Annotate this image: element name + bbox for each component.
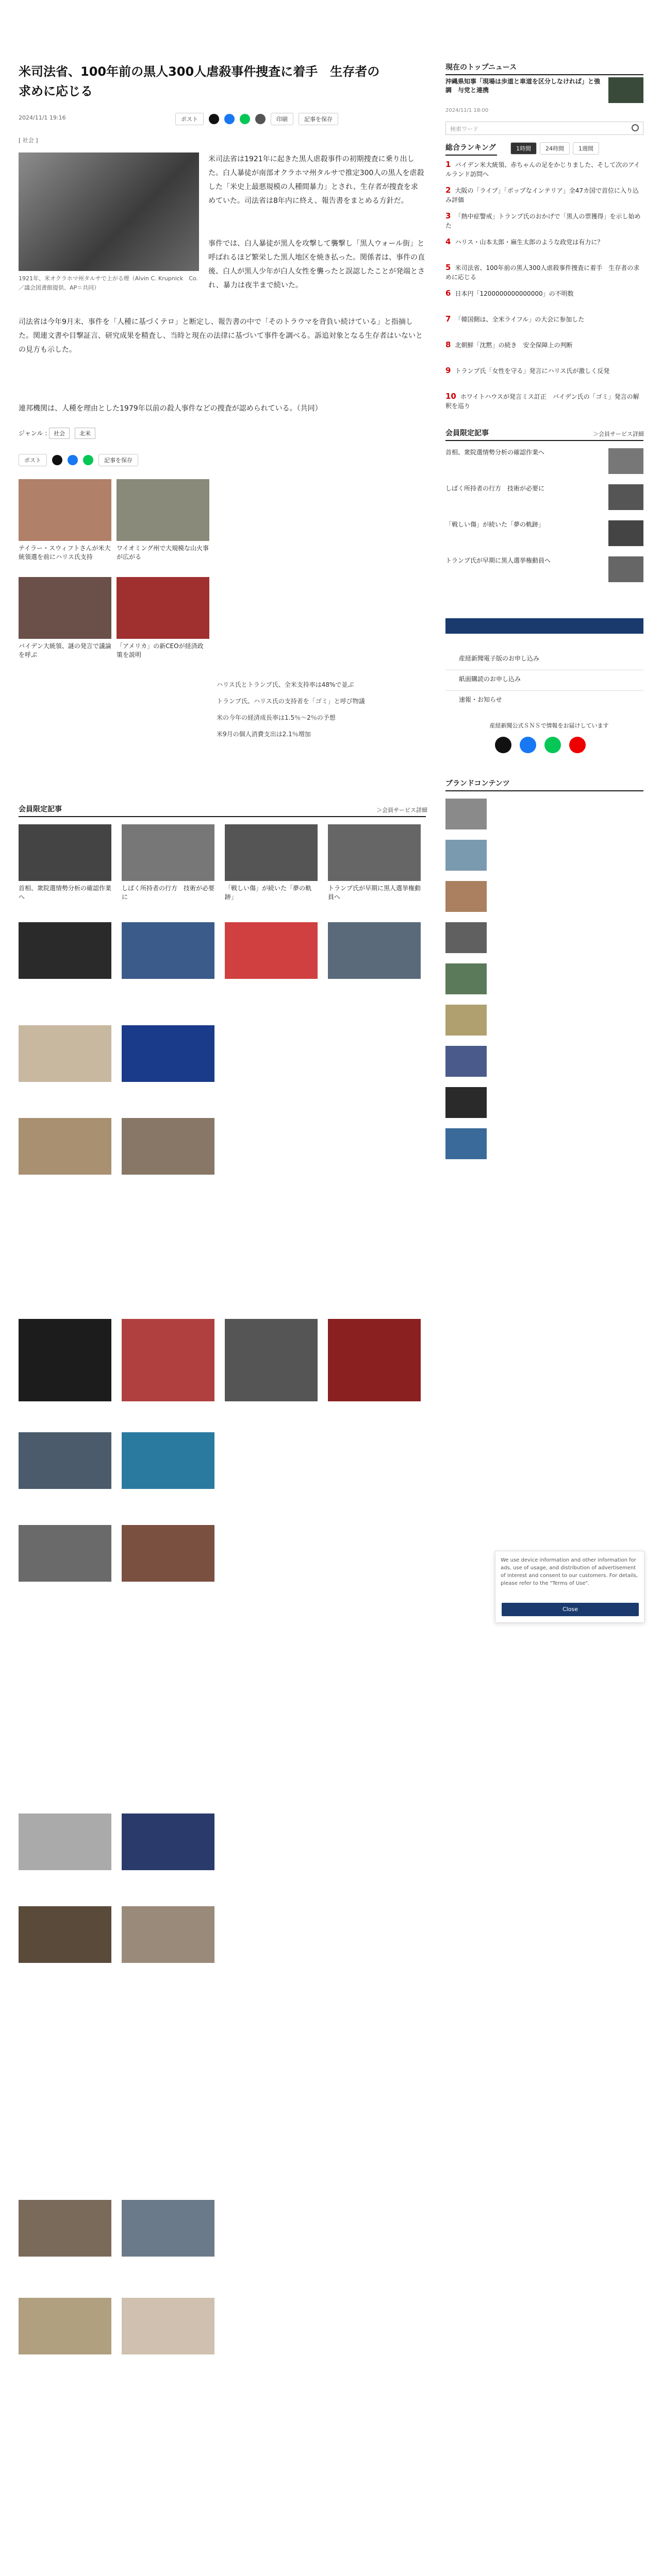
article-paragraph-4: 連邦機関は、人種を理由とした1979年以前の殺人事件などの捜査が認められている。（共同） xyxy=(19,404,322,413)
facebook-icon[interactable] xyxy=(68,455,78,465)
subscribe-digital-link[interactable]: 産経新聞電子版のお申し込み xyxy=(459,655,540,662)
ad-thumb[interactable] xyxy=(122,922,214,979)
ad-thumb[interactable] xyxy=(122,1432,214,1489)
ad-thumb[interactable] xyxy=(225,922,318,979)
top-news-thumb[interactable] xyxy=(608,77,643,103)
ad-thumb[interactable] xyxy=(122,1525,214,1582)
brand-thumb[interactable] xyxy=(445,1087,487,1118)
member-caption[interactable]: トランプ氏が早期に黒人選挙権動員へ xyxy=(328,885,421,901)
sns-icons xyxy=(495,737,586,753)
share-icon[interactable] xyxy=(255,114,266,124)
ranking-item[interactable]: 6 日本円「1200000000000000」の不明数 xyxy=(445,289,574,298)
ranking-item[interactable]: 4 ハリス・山本太郎・麻生太郎のような政党は有力に？ xyxy=(445,237,604,246)
top-news-heading: 現在のトップニュース xyxy=(445,62,643,75)
ranking-tabs xyxy=(510,142,599,155)
ad-thumb[interactable] xyxy=(19,1025,111,1082)
genre-tags: ジャンル : 社会 北米 xyxy=(19,428,98,439)
x-icon[interactable] xyxy=(495,737,511,753)
facebook-icon[interactable] xyxy=(224,114,235,124)
ad-thumb[interactable] xyxy=(328,922,421,979)
member-caption[interactable]: 「戦しい傷」が続いた「夢の軌跡」 xyxy=(225,885,312,901)
top-news-date: 2024/11/1 18:00 xyxy=(445,108,489,113)
brand-thumb[interactable] xyxy=(445,1128,487,1159)
news-thumb[interactable] xyxy=(19,577,111,639)
side-member-item[interactable]: 首相、衆院選情勢分析の確認作業へ xyxy=(445,449,545,456)
tag-item[interactable]: 社会 xyxy=(49,428,70,439)
article-title: 米司法省、100年前の黒人300人虐殺事件捜査に着手 生存者の 求めに応じる xyxy=(19,64,380,98)
news-thumb-caption[interactable]: テイラー・スウィフトさんが米大統領選を前にハリス氏支持 xyxy=(19,545,111,561)
ad-thumb[interactable] xyxy=(122,1025,214,1082)
subscribe-paper-link[interactable]: 紙面購読のお申し込み xyxy=(459,675,521,683)
youtube-icon[interactable] xyxy=(569,737,586,753)
tag-item[interactable]: 北米 xyxy=(75,428,95,439)
ad-thumb[interactable] xyxy=(19,1319,111,1401)
ranking-item[interactable]: 2 大阪の「ライブ」「ポップなインテリア」全47カ国で首位に入り込み評価 xyxy=(445,185,639,204)
ad-thumb[interactable] xyxy=(19,922,111,979)
members-more-link[interactable]: ＞会員サービス詳細 xyxy=(376,807,427,814)
post-button[interactable]: ポスト xyxy=(175,113,204,125)
text-news-item[interactable]: 米9月の個人消費支出は2.1％増加 xyxy=(217,731,311,738)
ad-thumb[interactable] xyxy=(122,2298,214,2354)
ad-thumb[interactable] xyxy=(19,1906,111,1963)
divider xyxy=(445,690,643,691)
brand-thumb[interactable] xyxy=(445,922,487,953)
article-paragraph-2: 事件では、白人暴徒が黒人を攻撃して襲撃し「黒人ウォール街」と呼ばれるほど繁栄した黒人地区を焼き払った。関係者は、事件の直後、白人が黒人少年が白人女性を襲ったと誤認したことが発端とされ、暴力は夜半まで続いた。 xyxy=(208,240,425,290)
side-member-item[interactable]: トランプ氏が早期に黒人選挙権動員へ xyxy=(445,557,551,564)
member-caption[interactable]: 首相、衆院選情勢分析の確認作業へ xyxy=(19,885,112,901)
news-thumb-caption[interactable]: ワイオミング州で大規模な山火事が広がる xyxy=(117,545,209,561)
ad-thumb[interactable] xyxy=(19,2200,111,2257)
side-thumb[interactable] xyxy=(608,556,643,582)
cookie-close-button[interactable]: Close xyxy=(502,1603,639,1616)
line-icon[interactable] xyxy=(83,455,93,465)
news-thumb[interactable] xyxy=(19,479,111,541)
ad-thumb[interactable] xyxy=(19,1432,111,1489)
member-thumb[interactable] xyxy=(122,824,214,881)
ad-thumb[interactable] xyxy=(19,1118,111,1175)
ad-thumb[interactable] xyxy=(122,2200,214,2257)
ranking-item[interactable]: 3 「熱中症警戒」トランプ氏のおかげで「黒人の票獲得」を示し始めた xyxy=(445,211,641,229)
text-news-list xyxy=(217,680,423,739)
article-photo xyxy=(19,152,199,271)
member-caption[interactable]: しばく所持者の行方 技術が必要に xyxy=(122,885,215,901)
share-bar xyxy=(175,112,338,126)
save-article-button[interactable]: 記事を保存 xyxy=(299,113,338,125)
tab-1w[interactable]: 1週間 xyxy=(573,142,599,155)
news-thumb-caption[interactable]: バイデン大統領、謎の発言で議論を呼ぶ xyxy=(19,642,111,658)
print-button[interactable]: 印刷 xyxy=(271,113,293,125)
photo-caption: 1921年、米オクラホマ州タルサで上がる煙（Alvin C. Krupnick Co.／議会図書館提供、AP＝共同） xyxy=(19,275,198,291)
member-thumb[interactable] xyxy=(19,824,111,881)
text-news-item[interactable]: 米の今年の経済成長率は1.5％～2％の予想 xyxy=(217,714,336,721)
member-thumb[interactable] xyxy=(328,824,421,881)
tab-24h[interactable]: 24時間 xyxy=(540,142,570,155)
ad-thumb[interactable] xyxy=(122,1814,214,1870)
ranking-item[interactable]: 1 バイデン米大統領、赤ちゃんの足をかじりました、そして次のアイルランド訪問へ xyxy=(445,160,640,178)
notice-link[interactable]: 速報・お知らせ xyxy=(459,696,502,703)
line-icon[interactable] xyxy=(544,737,561,753)
side-member-item[interactable]: 「戦しい傷」が続いた「夢の軌跡」 xyxy=(445,521,545,528)
ad-thumb[interactable] xyxy=(19,1814,111,1870)
brand-thumb[interactable] xyxy=(445,799,487,829)
article-date: 2024/11/1 19:16 xyxy=(19,114,66,121)
search-input[interactable]: 検索ワード xyxy=(445,122,643,135)
side-members-heading: 会員限定記事 xyxy=(445,428,643,441)
side-thumb[interactable] xyxy=(608,520,643,546)
brand-content-heading: ブランドコンテンツ xyxy=(445,778,643,791)
ad-thumb[interactable] xyxy=(122,1118,214,1175)
genre-label: [ 社会 ] xyxy=(19,137,38,144)
text-news-item[interactable]: トランプ氏、ハリス氏の支持者を「ゴミ」と呼び物議 xyxy=(217,698,365,705)
line-icon[interactable] xyxy=(240,114,250,124)
x-icon[interactable] xyxy=(52,455,62,465)
ad-thumb[interactable] xyxy=(122,1319,214,1401)
ad-thumb[interactable] xyxy=(19,1525,111,1582)
article-paragraph-1: 米司法省は1921年に起きた黒人虐殺事件の初期捜査に乗り出した。白人暴徒が南部オクラホマ州タルサで推定300人の黒人を虐殺した「米史上最悪規模の人種間暴力」とされ、生存者が捜査を求めていた。司法省は8年内に終え、報告書をまとめる方針だ。 xyxy=(208,155,424,205)
news-thumb-caption[interactable]: 「アメリカ」の新CEOが経済政策を説明 xyxy=(117,642,204,658)
ranking-heading: 総合ランキング xyxy=(445,142,497,156)
cookie-consent: We use device information and other information for ads, use of usage, and distribution of advertisement of interest and consent to our customers. For details, please refer to the "Terms of Use". Close xyxy=(495,1551,644,1623)
article-paragraph-3: 司法省は今年9月末、事件を「人種に基づくテロ」と断定し、報告書の中で「そのトラウマを背負い続けている」と指摘した。関連文書や目撃証言、研究成果を精査し、当時と現在の法律に基づいて事件を調べる。訴追対象となる生存者はいないとの見方も示した。 xyxy=(19,318,423,354)
ranking-item[interactable]: 5 米司法省、100年前の黒人300人虐殺事件捜査に着手 生存者の求めに応じる xyxy=(445,263,640,281)
members-heading: 会員限定記事 xyxy=(19,804,426,817)
brand-thumb[interactable] xyxy=(445,840,487,871)
ad-thumb[interactable] xyxy=(19,2298,111,2354)
facebook-icon[interactable] xyxy=(520,737,536,753)
side-thumb[interactable] xyxy=(608,448,643,474)
news-thumb[interactable] xyxy=(117,577,209,639)
side-thumb[interactable] xyxy=(608,484,643,510)
ad-thumb[interactable] xyxy=(328,1319,421,1401)
save-article-button[interactable]: 記事を保存 xyxy=(98,454,138,466)
brand-thumb[interactable] xyxy=(445,881,487,912)
ranking-item[interactable]: 10 ホワイトハウスが発言ミス訂正 バイデン氏の「ゴミ」発言の解釈を巡り xyxy=(445,392,639,410)
news-thumb[interactable] xyxy=(117,479,209,541)
post-button[interactable]: ポスト xyxy=(19,454,47,466)
sankei-banner[interactable] xyxy=(445,618,643,634)
side-members-more[interactable]: ＞会員サービス詳細 xyxy=(593,431,644,437)
text-news-item[interactable]: ハリス氏とトランプ氏、全米支持率は48%で並ぶ xyxy=(217,681,354,688)
brand-thumb[interactable] xyxy=(445,1005,487,1036)
tab-1h[interactable]: 1時間 xyxy=(510,142,537,155)
ranking-item[interactable]: 7 「韓国側は、全米ライフル」の大会に参加した xyxy=(445,314,585,324)
ranking-item[interactable]: 9 トランプ氏「女性を守る」発言にハリス氏が激しく反発 xyxy=(445,366,610,375)
ad-thumb[interactable] xyxy=(122,1906,214,1963)
top-news-item[interactable]: 沖縄県知事「現場は歩道と車道を区分しなければ」と強調 与党と連携 xyxy=(445,78,601,94)
ad-thumb[interactable] xyxy=(225,1319,318,1401)
search-icon[interactable] xyxy=(632,124,639,131)
sns-follow-text: 産経新聞公式ＳＮＳで情報をお届けしています xyxy=(489,722,609,729)
brand-thumb[interactable] xyxy=(445,1046,487,1077)
member-thumb[interactable] xyxy=(225,824,318,881)
brand-thumb[interactable] xyxy=(445,963,487,994)
x-icon[interactable] xyxy=(209,114,219,124)
side-member-item[interactable]: しばく所持者の行方 技術が必要に xyxy=(445,485,545,492)
ranking-item[interactable]: 8 北朝鮮「沈黙」の続き 安全保障上の判断 xyxy=(445,340,573,349)
share-bar-bottom xyxy=(19,453,138,467)
